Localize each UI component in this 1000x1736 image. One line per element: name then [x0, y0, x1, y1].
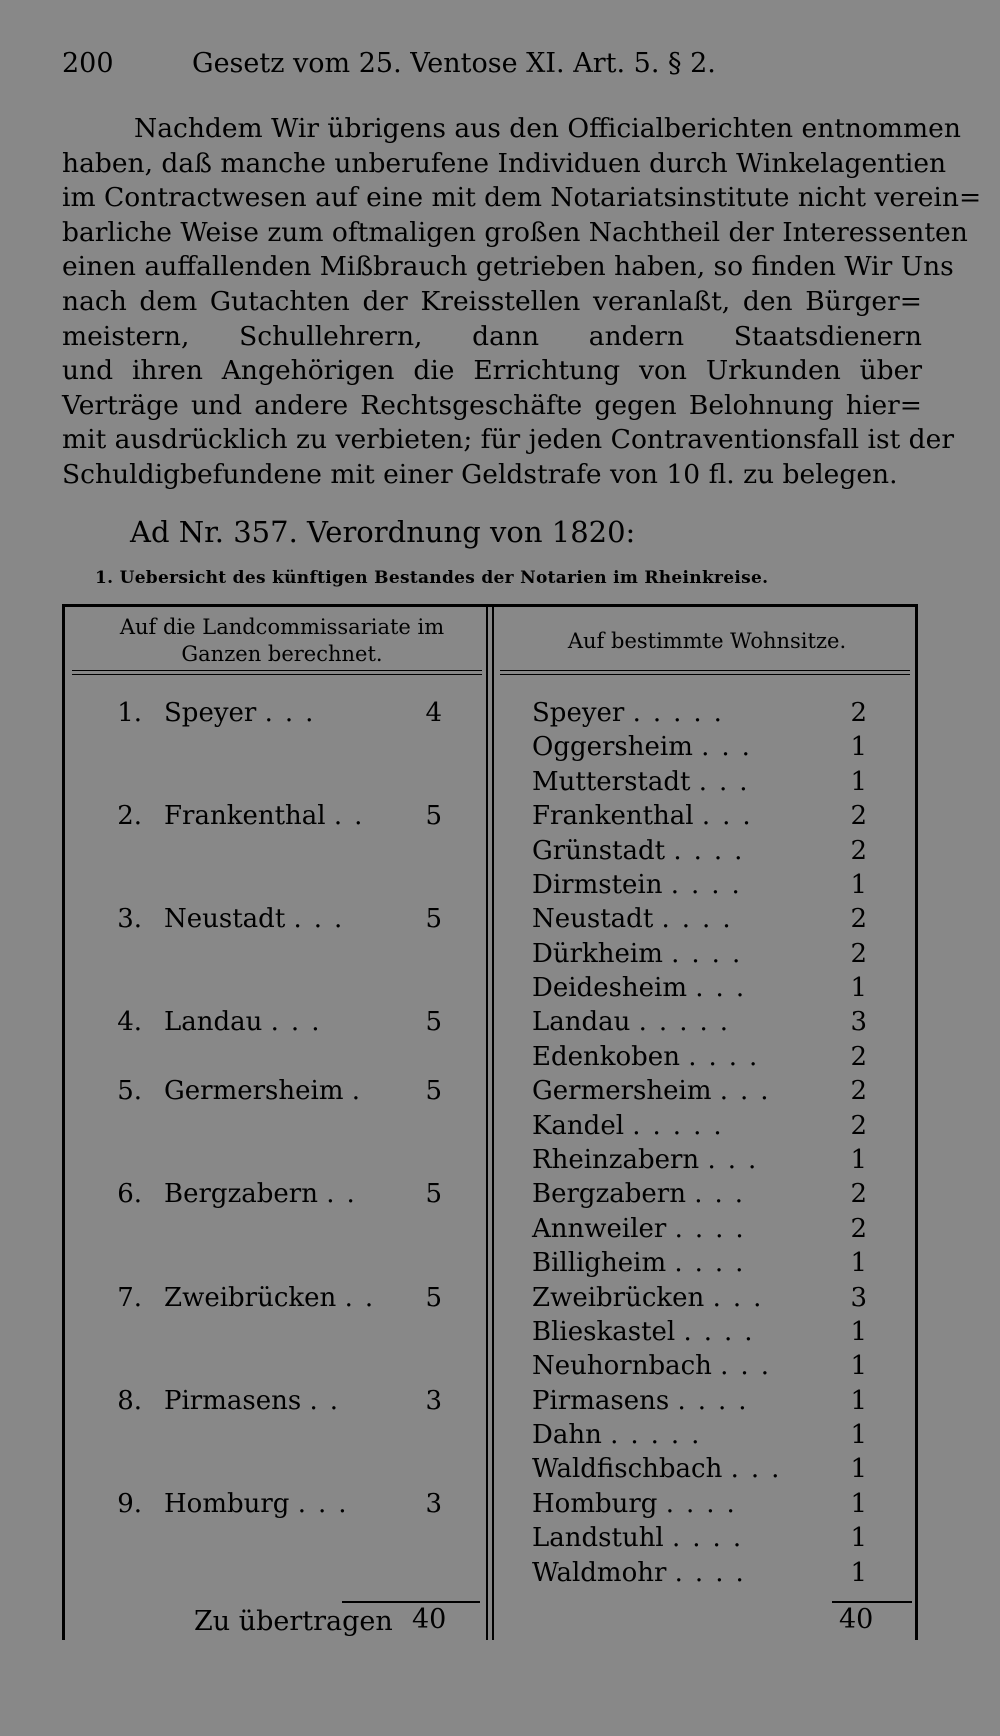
seat-count: 3 — [850, 1283, 867, 1313]
seat-row — [532, 1384, 902, 1418]
seat-row — [532, 834, 902, 868]
seat-count: 2 — [850, 1076, 867, 1106]
seat-row — [532, 1074, 902, 1108]
district-name: Germersheim . — [164, 1076, 373, 1106]
sum-rule-left — [342, 1601, 480, 1603]
district-row — [102, 696, 482, 730]
seat-name: Pirmasens .... — [532, 1386, 759, 1416]
seat-name: Blieskastel .... — [532, 1317, 765, 1347]
seat-row — [532, 1005, 902, 1039]
body-line: nach dem Gutachten der Kreisstellen veranlaßt, den Bürger= — [62, 285, 922, 317]
seat-row — [532, 730, 902, 764]
seat-row — [532, 868, 902, 902]
district-count: 5 — [425, 801, 442, 831]
column-divider — [486, 604, 488, 1640]
seat-row — [532, 765, 902, 799]
seat-count: 1 — [850, 1351, 867, 1381]
seat-name: Landau ..... — [532, 1007, 740, 1037]
header-rule — [500, 670, 910, 671]
seat-row — [532, 937, 902, 971]
seat-count: 2 — [850, 1042, 867, 1072]
seat-count: 1 — [850, 1145, 867, 1175]
district-number: 2. — [117, 801, 142, 831]
seat-count: 2 — [850, 836, 867, 866]
seat-name: Waldfischbach ... — [532, 1454, 792, 1484]
seat-name: Dirmstein .... — [532, 870, 752, 900]
district-name: Landau ... — [164, 1007, 332, 1037]
header-rule — [72, 670, 482, 671]
district-number: 4. — [117, 1007, 142, 1037]
seat-row — [532, 1212, 902, 1246]
district-number: 9. — [117, 1489, 142, 1519]
seat-count: 1 — [850, 1420, 867, 1450]
seat-name: Kandel ..... — [532, 1111, 734, 1141]
district-row — [102, 799, 482, 833]
seat-row — [532, 1315, 902, 1349]
table-left-rule — [62, 604, 65, 1640]
running-title: Gesetz vom 25. Ventose XI. Art. 5. § 2. — [192, 48, 716, 79]
seat-row — [532, 696, 902, 730]
body-line: barliche Weise zum oftmaligen großen Nachtheil der Interessenten — [62, 216, 968, 248]
body-line: meistern, Schullehrern, dann andern Staatsdienern — [62, 320, 922, 352]
seat-count: 2 — [850, 1111, 867, 1141]
left-column-header: Auf die Landcommissariate im Ganzen berechnet. — [119, 615, 445, 666]
district-number: 5. — [117, 1076, 142, 1106]
district-name: Bergzabern .. — [164, 1179, 367, 1209]
district-row — [102, 1074, 482, 1108]
seat-count: 2 — [850, 1214, 867, 1244]
header-rule — [500, 674, 910, 675]
district-count: 5 — [425, 1283, 442, 1313]
district-row — [102, 1384, 482, 1418]
seat-name: Zweibrücken ... — [532, 1283, 774, 1313]
table-right-rule — [915, 604, 918, 1640]
ad-heading: Ad Nr. 357. Verordnung von 1820: — [130, 515, 636, 549]
seat-row — [532, 1040, 902, 1074]
seat-row — [532, 1556, 902, 1590]
body-line: einen auffallenden Mißbrauch getrieben haben, so finden Wir Uns — [62, 251, 954, 283]
seat-count: 2 — [850, 939, 867, 969]
seat-count: 2 — [850, 698, 867, 728]
district-number: 3. — [117, 904, 142, 934]
district-count: 3 — [425, 1386, 442, 1416]
seat-row — [532, 902, 902, 936]
seat-count: 2 — [850, 904, 867, 934]
sum-rule-right — [832, 1601, 912, 1603]
right-column-header: Auf bestimmte Wohnsitze. — [567, 629, 847, 653]
seat-name: Deidesheim ... — [532, 973, 757, 1003]
seat-row — [532, 799, 902, 833]
district-number: 6. — [117, 1179, 142, 1209]
page-number: 200 — [62, 48, 114, 79]
body-line: Nachdem Wir übrigens aus den Officialberichten entnommen — [134, 113, 961, 144]
seat-name: Bergzabern ... — [532, 1179, 756, 1209]
seat-count: 1 — [850, 1523, 867, 1553]
district-count: 5 — [425, 1076, 442, 1106]
seat-row — [532, 1349, 902, 1383]
seat-count: 1 — [850, 767, 867, 797]
seat-row — [532, 1109, 902, 1143]
seat-name: Mutterstadt ... — [532, 767, 760, 797]
seat-count: 2 — [850, 801, 867, 831]
seat-name: Germersheim ... — [532, 1076, 781, 1106]
seat-name: Annweiler .... — [532, 1214, 756, 1244]
district-row — [102, 902, 482, 936]
district-number: 8. — [117, 1386, 142, 1416]
seat-name: Dürkheim .... — [532, 939, 753, 969]
seat-count: 1 — [850, 1454, 867, 1484]
body-line: mit ausdrücklich zu verbieten; für jeden Contraventionsfall ist der — [62, 424, 954, 456]
seat-row — [532, 1418, 902, 1452]
district-row — [102, 1281, 482, 1315]
seat-row — [532, 971, 902, 1005]
body-line: im Contractwesen auf eine mit dem Notariatsinstitute nicht verein= — [62, 182, 982, 214]
seat-row — [532, 1521, 902, 1555]
seat-row — [532, 1452, 902, 1486]
left-total: 40 — [412, 1604, 447, 1635]
seat-count: 1 — [850, 1317, 867, 1347]
seat-count: 2 — [850, 1179, 867, 1209]
seat-name: Neuhornbach ... — [532, 1351, 781, 1381]
seat-name: Billigheim .... — [532, 1248, 756, 1278]
seat-row — [532, 1177, 902, 1211]
seat-name: Dahn ..... — [532, 1420, 712, 1450]
seat-name: Frankenthal ... — [532, 801, 763, 831]
district-name: Homburg ... — [164, 1489, 359, 1519]
district-number: 7. — [117, 1283, 142, 1313]
table-title: 1. Uebersicht des künftigen Bestandes der Notarien im Rheinkreise. — [95, 568, 769, 588]
seat-name: Landstuhl .... — [532, 1523, 754, 1553]
seat-name: Neustadt .... — [532, 904, 743, 934]
district-name: Neustadt ... — [164, 904, 355, 934]
district-name: Pirmasens .. — [164, 1386, 351, 1416]
district-name: Zweibrücken .. — [164, 1283, 386, 1313]
district-row — [102, 1177, 482, 1211]
seat-count: 3 — [850, 1007, 867, 1037]
district-number: 1. — [117, 698, 142, 728]
seat-name: Oggersheim ... — [532, 732, 762, 762]
district-count: 5 — [425, 904, 442, 934]
seat-count: 1 — [850, 1248, 867, 1278]
seat-name: Grünstadt .... — [532, 836, 755, 866]
seat-row — [532, 1246, 902, 1280]
seat-count: 1 — [850, 973, 867, 1003]
body-line: Verträge und andere Rechtsgeschäfte gegen Belohnung hier= — [62, 389, 922, 421]
district-count: 3 — [425, 1489, 442, 1519]
district-count: 4 — [425, 698, 442, 728]
seat-name: Rheinzabern ... — [532, 1145, 769, 1175]
seat-count: 1 — [850, 870, 867, 900]
seat-row — [532, 1143, 902, 1177]
seat-name: Waldmohr .... — [532, 1558, 756, 1588]
carry-forward-label: Zu übertragen — [194, 1606, 393, 1637]
seat-count: 1 — [850, 1558, 867, 1588]
seat-count: 1 — [850, 732, 867, 762]
seat-name: Edenkoben .... — [532, 1042, 770, 1072]
seat-count: 1 — [850, 1489, 867, 1519]
table-top-rule — [62, 604, 918, 607]
seat-name: Speyer ..... — [532, 698, 734, 728]
body-line: und ihren Angehörigen die Errichtung von Urkunden über — [62, 355, 922, 387]
running-head — [62, 48, 922, 79]
body-line: Schuldigbefundene mit einer Geldstrafe von 10 fl. zu belegen. — [62, 458, 898, 490]
seat-name: Homburg .... — [532, 1489, 747, 1519]
right-total: 40 — [839, 1604, 874, 1635]
notary-table — [62, 604, 918, 1640]
district-count: 5 — [425, 1179, 442, 1209]
header-rule — [72, 674, 482, 675]
district-name: Frankenthal .. — [164, 801, 375, 831]
seat-count: 1 — [850, 1386, 867, 1416]
district-count: 5 — [425, 1007, 442, 1037]
body-paragraph — [62, 112, 982, 493]
district-name: Speyer ... — [164, 698, 326, 728]
seat-row — [532, 1487, 902, 1521]
seat-row — [532, 1281, 902, 1315]
body-line: haben, daß manche unberufene Individuen durch Winkelagentien — [62, 147, 947, 179]
district-row — [102, 1487, 482, 1521]
column-divider — [492, 604, 494, 1640]
district-row — [102, 1005, 482, 1039]
